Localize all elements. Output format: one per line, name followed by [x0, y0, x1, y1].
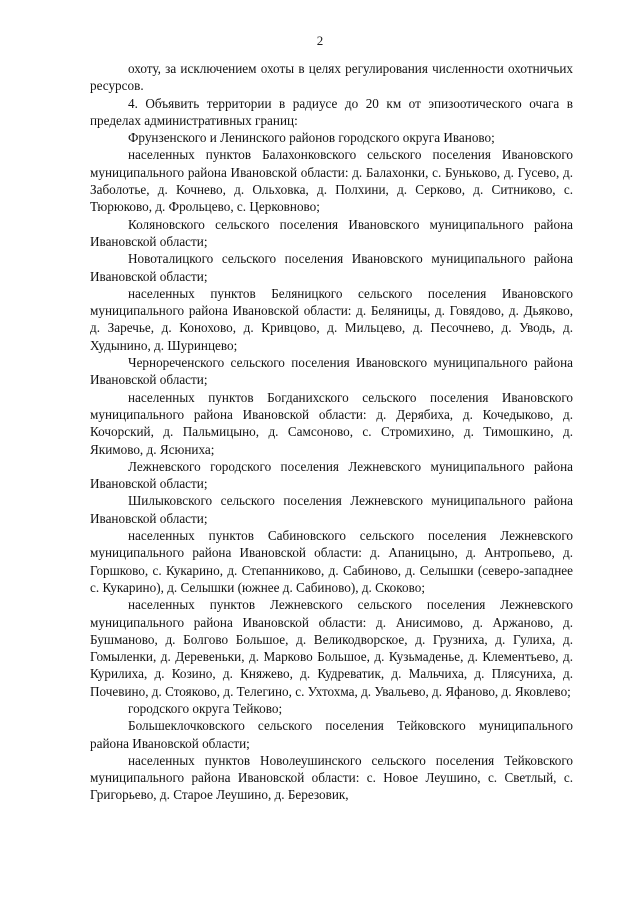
paragraph-hunting-exception: охоту, за исключением охоты в целях регулирования численности охотничьих ресурсов. — [90, 61, 573, 94]
paragraph-novotalitskoe: Новоталицкого сельского поселения Ивановского муниципального района Ивановской области; — [90, 251, 573, 284]
paragraph-lezhnevskoe-rural: населенных пунктов Лежневского сельского поселения Лежневского муниципального района Ивановской области: д. Анисимово, д. Аржаново, д. Бушманово, д. Болгово Большое, д. Великодворское, д. Грузниха, д. Гулиха, д. Гомыленки, д. Деревеньки, д. Марково Большое, д. Кузьмаденье, д. Клементьево, д. Курилиха, д. Козино, д. Княжево, д. Кудреватик, д. Мальчиха, д. Плясуниха, д. Почевино, д. Стояково, д. Телегино, с. Ухтохма, д. Увальево, д. Яфаново, д. Яковлево; — [90, 597, 573, 699]
document-body — [90, 60, 573, 804]
paragraph-balakhonkovskoe: населенных пунктов Балахонковского сельского поселения Ивановского муниципального района Ивановской области: д. Балахонки, с. Буньково, д. Гусево, д. Заболотье, д. Кочнево, д. Ольховка, д. Полхини, д. Серково, д. Ситниково, с. Тюрюково, д. Фрольцево, с. Церковново; — [90, 147, 573, 215]
paragraph-sabinovskoe: населенных пунктов Сабиновского сельского поселения Лежневского муниципального района Ивановской области: д. Апаницыно, д. Антропьево, д. Горшково, с. Кукарино, д. Степанниково, д. Сабиново, д. Селышки (северо-западнее с. Кукарино), д. Селышки (южнее д. Сабиново), д. Скоково; — [90, 528, 573, 595]
paragraph-item-4: 4. Объявить территории в радиусе до 20 км от эпизоотического очага в пределах административных границ: — [90, 95, 573, 128]
paragraph-frunzensky-leninsky: Фрунзенского и Ленинского районов городского округа Иваново; — [128, 130, 495, 146]
paragraph-kolyanovskoe: Коляновского сельского поселения Ивановского муниципального района Ивановской области; — [90, 216, 573, 249]
paragraph-belyanitskoe: населенных пунктов Беляницкого сельского поселения Ивановского муниципального района Ивановской области: д. Беляницы, д. Говядово, д. Дьяково, д. Заречье, д. Конохово, д. Кривцово, д. Мильцево, д. Песочнево, д. Уводь, д. Худынино, д. Шуринцево; — [90, 285, 573, 353]
page-number: 2 — [316, 33, 324, 48]
paragraph-chernorechenskoe: Чернореченского сельского поселения Ивановского муниципального района Ивановской области; — [90, 355, 573, 388]
paragraph-bolsheklochkovskoe: Большеклочковского сельского поселения Тейковского муниципального района Ивановской области; — [90, 718, 573, 751]
paragraph-lezhnevskoe-urban: Лежневского городского поселения Лежневского муниципального района Ивановской области; — [90, 458, 573, 492]
paragraph-shilykovskoe: Шилыковского сельского поселения Лежневского муниципального района Ивановской области; — [90, 493, 573, 526]
paragraph-bogdanikhskoe: населенных пунктов Богданихского сельского поселения Ивановского муниципального района Ивановской области: д. Дерябиха, д. Кочедыково, д. Кочорский, д. Пальмицыно, д. Самсоново, с. Стромихино, д. Тимошкино, д. Якимово, д. Ясюниха; — [90, 389, 573, 457]
paragraph-teykovo: городского округа Тейково; — [128, 700, 283, 716]
paragraph-novoleushinskoe: населенных пунктов Новолеушинского сельского поселения Тейковского муниципального района Ивановской области: с. Новое Леушино, с. Светлый, с. Григорьево, д. Старое Леушино, д. Березовик, — [90, 752, 573, 803]
